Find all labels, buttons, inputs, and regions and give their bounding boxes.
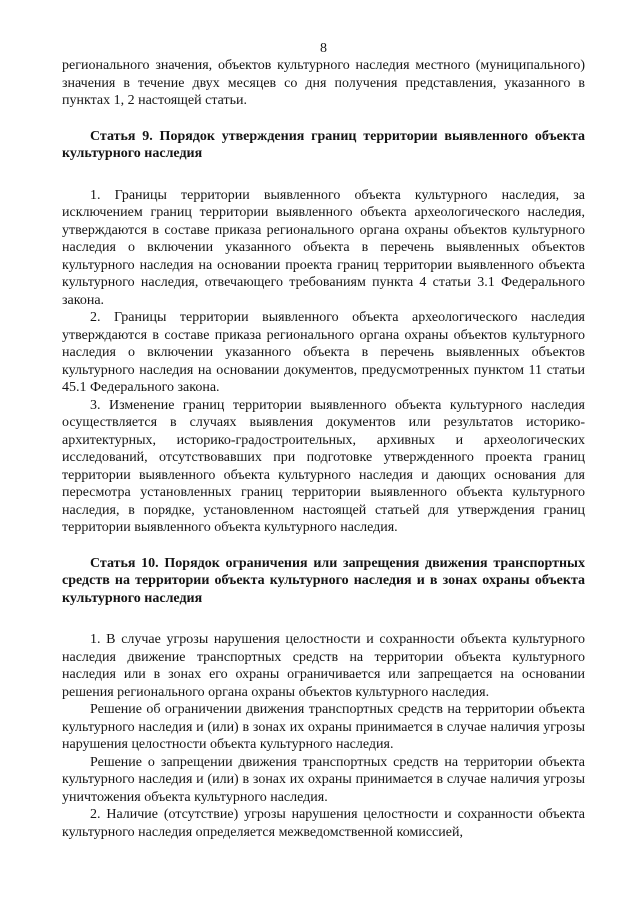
article-10-paragraph-2: Решение об ограничении движения транспортных средств на территории объекта культурного наследия и (или) в зонах их охраны принимается в случае наличия угрозы нарушения целостности объекта культурного наследия. [62, 702, 585, 752]
article-10-paragraph-3: Решение о запрещении движения транспортных средств на территории объекта культурного наследия и (или) в зонах их охраны принимается в случае наличия угрозы уничтожения объекта культурного наследия. [62, 754, 585, 805]
article-10-heading: Статья 10. Порядок ограничения или запрещения движения транспортных средств на территории объекта культурного наследия и в зонах охраны объекта культурного наследия [62, 555, 585, 606]
spacer [62, 110, 585, 128]
article-9-paragraph-2: 2. Границы территории выявленного объекта археологического наследия утверждаются в составе приказа регионального органа охраны объектов культурного наследия о включении указанного объекта в перечень выявленных объектов культурного наследия на основании документов, предусмотренных пунктом 11 статьи 45.1 Федерального закона. [62, 310, 585, 395]
intro-paragraph: регионального значения, объектов культурного наследия местного (муниципального) значения в течение двух месяцев со дня получения представления, указанного в пунктах 1, 2 настоящей статьи. [62, 58, 585, 108]
article-9-heading: Статья 9. Порядок утверждения границ территории выявленного объекта культурного наследия [62, 128, 585, 161]
article-9-paragraph-3: 3. Изменение границ территории выявленного объекта культурного наследия осуществляется в случаях выявления документов или результатов историко-архитектурных, историко-градостроительных, архивных и археологических исследований, отсутствовавших при подготовке утвержденного проекта границ территории выявленного объекта культурного наследия и дающих основания для пересмотра установленных границ территории выявленного объекта культурного наследия, в порядке, установленном настоящей статьей для утверждения границ территории выявленного объекта культурного наследия. [62, 397, 585, 535]
article-10-paragraph-4: 2. Наличие (отсутствие) угрозы нарушения целостности и сохранности объекта культурного наследия определяется межведомственной комиссией, [62, 807, 585, 840]
spacer [62, 607, 585, 631]
spacer [62, 163, 585, 187]
spacer [62, 537, 585, 555]
article-10-paragraph-1: 1. В случае угрозы нарушения целостности и сохранности объекта культурного наследия движение транспортных средств на территории объекта культурного наследия или в зонах его охраны ограничивается или запрещается на основании решения регионального органа охраны объектов культурного наследия. [62, 632, 585, 700]
article-9-paragraph-1: 1. Границы территории выявленного объекта культурного наследия, за исключением границ территории выявленного объекта археологического наследия, утверждаются в составе приказа регионального органа охраны объектов культурного наследия о включении указанного объекта в перечень выявленных объектов культурного наследия на основании проекта границ территории выявленного объекта культурного наследия, отвечающего требованиям пункта 4 статьи 3.1 Федерального закона. [62, 187, 585, 308]
page-number: 8 [320, 41, 327, 56]
